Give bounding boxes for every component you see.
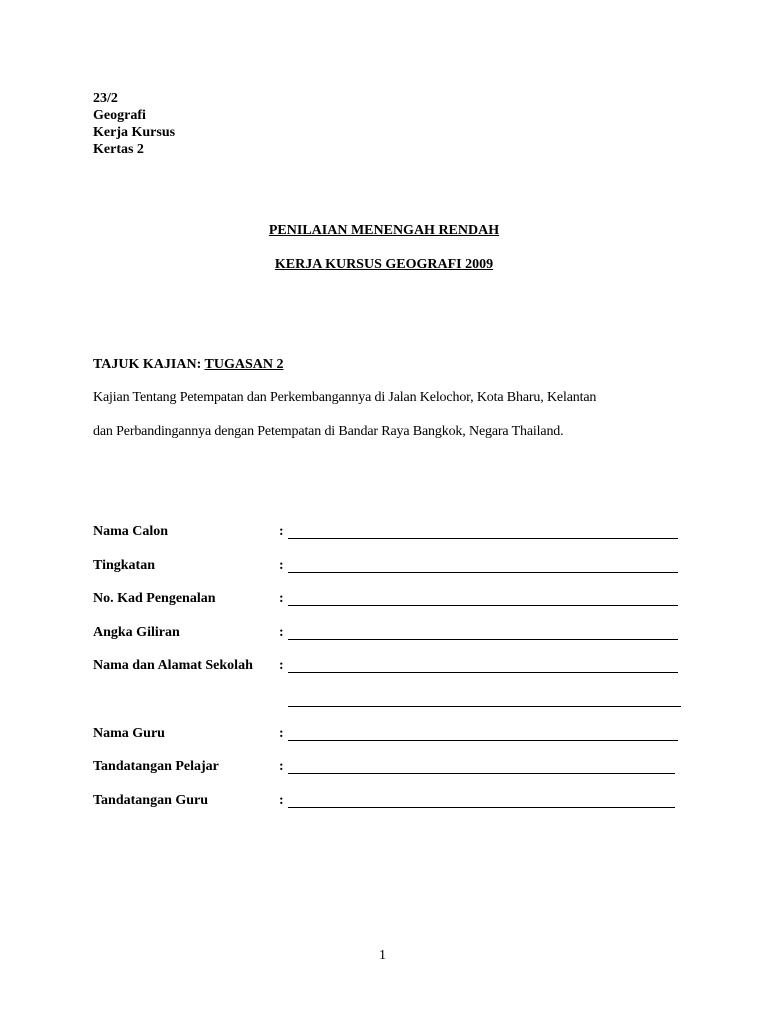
field-colon: : bbox=[279, 591, 284, 606]
sub-title: KERJA KURSUS GEOGRAFI 2009 bbox=[274, 257, 494, 272]
field-label-nama-alamat-sekolah: Nama dan Alamat Sekolah bbox=[93, 658, 253, 673]
topic-description-line-2: dan Perbandingannya dengan Petempatan di Bandar Raya Bangkok, Negara Thailand. bbox=[93, 424, 564, 439]
field-line-tandatangan-pelajar[interactable] bbox=[288, 773, 675, 774]
header-subject: Geografi bbox=[93, 108, 146, 123]
topic-value: TUGASAN 2 bbox=[204, 357, 284, 372]
field-line-nama-guru[interactable] bbox=[288, 740, 678, 741]
field-colon: : bbox=[279, 658, 284, 673]
field-colon: : bbox=[279, 759, 284, 774]
field-colon: : bbox=[279, 558, 284, 573]
field-line-nama-calon[interactable] bbox=[288, 538, 678, 539]
field-line-alamat-sekolah-2[interactable] bbox=[288, 706, 681, 707]
topic-label: TAJUK KAJIAN: bbox=[93, 357, 205, 372]
field-label-kad-pengenalan: No. Kad Pengenalan bbox=[93, 591, 216, 606]
field-label-nama-calon: Nama Calon bbox=[93, 524, 169, 539]
field-line-tandatangan-guru[interactable] bbox=[288, 807, 675, 808]
field-label-nama-guru: Nama Guru bbox=[93, 726, 165, 741]
header-paper: Kertas 2 bbox=[93, 142, 144, 157]
field-label-angka-giliran: Angka Giliran bbox=[93, 625, 180, 640]
field-label-tingkatan: Tingkatan bbox=[93, 558, 155, 573]
field-colon: : bbox=[279, 793, 284, 808]
header-code: 23/2 bbox=[93, 91, 118, 106]
topic-description-line-1: Kajian Tentang Petempatan dan Perkembangannya di Jalan Kelochor, Kota Bharu, Kelantan bbox=[93, 390, 597, 405]
field-line-kad-pengenalan[interactable] bbox=[288, 605, 678, 606]
page-number: 1 bbox=[379, 948, 386, 963]
field-line-angka-giliran[interactable] bbox=[288, 639, 678, 640]
field-colon: : bbox=[279, 524, 284, 539]
topic-heading bbox=[93, 357, 283, 373]
main-title: PENILAIAN MENENGAH RENDAH bbox=[268, 223, 500, 238]
field-line-tingkatan[interactable] bbox=[288, 572, 678, 573]
header-type: Kerja Kursus bbox=[93, 125, 176, 140]
field-colon: : bbox=[279, 726, 284, 741]
field-label-tandatangan-pelajar: Tandatangan Pelajar bbox=[93, 759, 219, 774]
field-colon: : bbox=[279, 625, 284, 640]
field-line-nama-alamat-sekolah[interactable] bbox=[288, 672, 678, 673]
field-label-tandatangan-guru: Tandatangan Guru bbox=[93, 793, 209, 808]
